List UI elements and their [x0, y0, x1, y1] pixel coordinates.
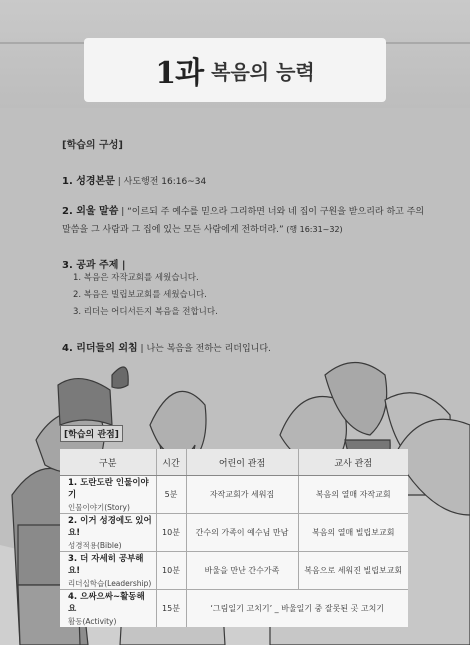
- column-header: 시간: [156, 449, 186, 476]
- table-row: [60, 552, 408, 590]
- memory-verse-text: | “이르되 주 예수를 믿으라 그리하면 너와 네 집이 구원을 받으리라 하고 주의 말씀을 그 사람과 그 집에 있는 모든 사람에게 전하더라.”: [62, 207, 425, 235]
- table-header-row: [60, 449, 408, 476]
- activity-title: 4. 으싸으싸~활동해요: [68, 592, 145, 614]
- column-header: 어린이 관점: [186, 449, 298, 476]
- activity-description-cell: ‘그림일기 고치기’ _ 바울일기 중 잘못된 곳 고치기: [186, 590, 408, 628]
- theme-item: 3. 리더는 어디서든지 복음을 전합니다.: [73, 307, 218, 317]
- activity-subtitle: 활동(Activity): [68, 617, 117, 626]
- activity-cell: [60, 514, 156, 552]
- header-band: [0, 0, 470, 108]
- column-header: 교사 관점: [298, 449, 408, 476]
- lesson-title: 복음의 능력: [211, 59, 315, 84]
- theme-item: 1. 복음은 자작교회를 세웠습니다.: [73, 273, 199, 283]
- activity-title: 1. 도란도란 인물이야기: [68, 478, 149, 500]
- leader-cry-text: | 나는 복음을 전하는 리더입니다.: [137, 344, 271, 354]
- theme-label: 3. 공과 주제 |: [62, 260, 126, 271]
- table-row: [60, 514, 408, 552]
- teacher-view-cell: 복음의 열매 빌립보교회: [298, 514, 408, 552]
- activity-cell: [60, 476, 156, 514]
- leader-cry-label: 4. 리더들의 외침: [62, 343, 138, 354]
- memory-verse-line: [62, 203, 430, 239]
- leader-cry-line: [62, 339, 271, 354]
- child-view-cell: 자작교회가 세워짐: [186, 476, 298, 514]
- memory-verse-ref: (행 16:31~32): [283, 225, 343, 234]
- time-cell: 10분: [156, 552, 186, 590]
- scripture-line: [62, 172, 206, 187]
- teacher-view-cell: 복음으로 세워진 빌립보교회: [298, 552, 408, 590]
- composition-heading: [학습의 구성]: [62, 140, 123, 151]
- activity-title: 2. 이거 성경에도 있어요!: [68, 516, 152, 538]
- child-view-cell: 간수의 가족이 예수님 만남: [186, 514, 298, 552]
- memory-verse-label: 2. 외울 말씀: [62, 206, 119, 217]
- time-cell: 5분: [156, 476, 186, 514]
- lesson-plan-table: [60, 449, 408, 627]
- activity-subtitle: 성경적용(Bible): [68, 541, 122, 550]
- table-row: [60, 590, 408, 628]
- activity-cell: [60, 552, 156, 590]
- activity-subtitle: 리더십학습(Leadership): [68, 579, 152, 588]
- activity-title: 3. 더 자세히 공부해요!: [68, 554, 144, 576]
- plan-heading: [학습의 관점]: [60, 425, 123, 442]
- teacher-view-cell: 복음의 열매 자작교회: [298, 476, 408, 514]
- activity-subtitle: 인물이야기(Story): [68, 503, 130, 512]
- theme-item: 2. 복음은 빌립보교회를 세웠습니다.: [73, 290, 207, 300]
- time-cell: 10분: [156, 514, 186, 552]
- scripture-label: 1. 성경본문: [62, 176, 115, 187]
- title-box: [84, 38, 386, 102]
- activity-cell: [60, 590, 156, 628]
- column-header: 구분: [60, 449, 156, 476]
- time-cell: 15분: [156, 590, 186, 628]
- theme-line: [62, 256, 126, 271]
- child-view-cell: 바울을 만난 간수가족: [186, 552, 298, 590]
- lesson-number: 1과: [155, 56, 204, 91]
- scripture-text: | 사도행전 16:16~34: [114, 177, 207, 187]
- table-row: [60, 476, 408, 514]
